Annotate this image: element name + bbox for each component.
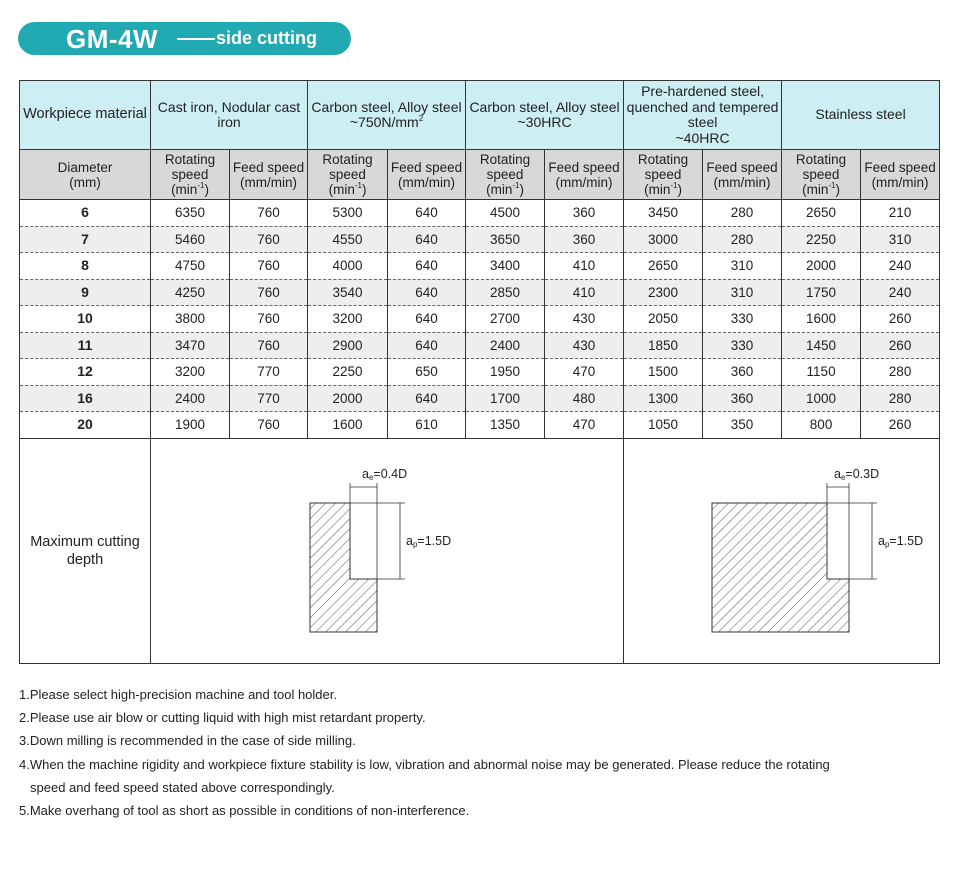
diameter-cell: 6 <box>20 200 151 227</box>
rotating-speed-cell: 800 <box>782 412 861 439</box>
rotating-speed-cell: 2050 <box>624 306 703 333</box>
table-row <box>20 332 940 359</box>
feed-speed-cell: 640 <box>388 332 466 359</box>
rotating-speed-cell: 2400 <box>466 332 545 359</box>
material-header: Carbon steel, Alloy steel ~30HRC <box>466 81 624 150</box>
rotating-speed-cell: 1350 <box>466 412 545 439</box>
cutting-depth-right <box>624 438 940 663</box>
rotating-speed-cell: 3000 <box>624 226 703 253</box>
material-header: Carbon steel, Alloy steel $\sim 750N/mm^2$ <box>308 81 466 150</box>
feed-speed-cell: 760 <box>230 226 308 253</box>
cutting-depth-diagram <box>624 439 939 660</box>
note-line: 5.Make overhang of tool as short as possible in conditions of non-interference. <box>19 803 470 819</box>
note-line: speed and feed speed stated above correspondingly. <box>30 779 335 795</box>
material-header: Pre-hardened steel, quenched and tempered steel ~40HRC <box>624 81 782 150</box>
diameter-header: Diameter (mm) <box>20 150 151 200</box>
rotating-speed-header: Rotating speed $(\min^{-1})$ <box>782 150 861 200</box>
feed-speed-header: Feed speed (mm/min) <box>861 150 940 200</box>
rotating-speed-cell: 4750 <box>151 253 230 280</box>
feed-speed-cell: 310 <box>703 279 782 306</box>
feed-speed-cell: 640 <box>388 226 466 253</box>
feed-speed-cell: 240 <box>861 279 940 306</box>
rotating-speed-cell: 3800 <box>151 306 230 333</box>
cutting-depth-diagram <box>152 439 622 660</box>
diameter-cell: 7 <box>20 226 151 253</box>
feed-speed-cell: 350 <box>703 412 782 439</box>
rotating-speed-cell: 1150 <box>782 359 861 386</box>
feed-speed-cell: 310 <box>703 253 782 280</box>
max-cutting-depth-row <box>20 438 940 663</box>
ae-label: ae=0.4D <box>362 466 408 482</box>
diameter-cell: 12 <box>20 359 151 386</box>
notes-list <box>19 683 939 822</box>
rotating-speed-cell: 1500 <box>624 359 703 386</box>
feed-speed-cell: 640 <box>388 279 466 306</box>
feed-speed-cell: 760 <box>230 279 308 306</box>
rotating-speed-cell: 3400 <box>466 253 545 280</box>
feed-speed-cell: 280 <box>703 200 782 227</box>
rotating-speed-cell: 3540 <box>308 279 388 306</box>
ap-label: ap=1.5D <box>406 533 452 549</box>
table-row <box>20 279 940 306</box>
rotating-speed-cell: 1850 <box>624 332 703 359</box>
feed-speed-cell: 470 <box>545 359 624 386</box>
feed-speed-cell: 770 <box>230 385 308 412</box>
cutting-condition-table <box>19 80 940 664</box>
feed-speed-cell: 760 <box>230 412 308 439</box>
rotating-speed-cell: 1600 <box>308 412 388 439</box>
rotating-speed-cell: 1000 <box>782 385 861 412</box>
material-header-row <box>20 81 940 150</box>
table-row <box>20 306 940 333</box>
feed-speed-cell: 760 <box>230 306 308 333</box>
feed-speed-cell: 360 <box>703 385 782 412</box>
feed-speed-cell: 330 <box>703 306 782 333</box>
feed-speed-cell: 280 <box>703 226 782 253</box>
rotating-speed-cell: 5300 <box>308 200 388 227</box>
feed-speed-cell: 430 <box>545 332 624 359</box>
cutting-depth-left <box>151 438 624 663</box>
diameter-cell: 16 <box>20 385 151 412</box>
rotating-speed-cell: 2000 <box>308 385 388 412</box>
feed-speed-cell: 260 <box>861 412 940 439</box>
note-line: 4.When the machine rigidity and workpiece fixture stability is low, vibration and abnormal noise may be generated. Please reduce the rotating <box>19 756 830 772</box>
title-dash <box>177 38 215 40</box>
feed-speed-cell: 260 <box>861 332 940 359</box>
feed-speed-header: Feed speed (mm/min) <box>545 150 624 200</box>
rotating-speed-cell: 1700 <box>466 385 545 412</box>
table-row <box>20 200 940 227</box>
parameter-header-row <box>20 150 940 200</box>
feed-speed-header: Feed speed (mm/min) <box>703 150 782 200</box>
feed-speed-cell: 330 <box>703 332 782 359</box>
max-cutting-depth-label: Maximum cutting depth <box>20 438 151 663</box>
feed-speed-header: Feed speed (mm/min) <box>230 150 308 200</box>
note-line: 2.Please use air blow or cutting liquid with high mist retardant property. <box>19 710 426 726</box>
table-row <box>20 226 940 253</box>
rotating-speed-cell: 4550 <box>308 226 388 253</box>
feed-speed-cell: 430 <box>545 306 624 333</box>
title-sub: side cutting <box>216 28 318 48</box>
rotating-speed-cell: 3450 <box>624 200 703 227</box>
rotating-speed-cell: 6350 <box>151 200 230 227</box>
rotating-speed-cell: 1050 <box>624 412 703 439</box>
material-header: Stainless steel <box>782 81 940 150</box>
rotating-speed-cell: 5460 <box>151 226 230 253</box>
feed-speed-cell: 640 <box>388 253 466 280</box>
rotating-speed-cell: 2850 <box>466 279 545 306</box>
feed-speed-cell: 650 <box>388 359 466 386</box>
rotating-speed-cell: 2650 <box>782 200 861 227</box>
diameter-cell: 9 <box>20 279 151 306</box>
ap-label: ap=1.5D <box>878 533 924 549</box>
rotating-speed-cell: 2300 <box>624 279 703 306</box>
feed-speed-header: Feed speed (mm/min) <box>388 150 466 200</box>
rotating-speed-cell: 1600 <box>782 306 861 333</box>
diameter-cell: 8 <box>20 253 151 280</box>
feed-speed-cell: 760 <box>230 253 308 280</box>
rotating-speed-cell: 3650 <box>466 226 545 253</box>
rotating-speed-cell: 1300 <box>624 385 703 412</box>
rotating-speed-cell: 2250 <box>782 226 861 253</box>
rotating-speed-cell: 2000 <box>782 253 861 280</box>
rotating-speed-header: Rotating speed $(\min^{-1})$ <box>151 150 230 200</box>
ae-label: ae=0.3D <box>834 466 880 482</box>
rotating-speed-cell: 2900 <box>308 332 388 359</box>
feed-speed-cell: 280 <box>861 359 940 386</box>
feed-speed-cell: 360 <box>545 200 624 227</box>
note-line: 1.Please select high-precision machine and tool holder. <box>19 687 337 702</box>
feed-speed-cell: 640 <box>388 200 466 227</box>
rotating-speed-cell: 3200 <box>151 359 230 386</box>
rotating-speed-cell: 2250 <box>308 359 388 386</box>
title-banner <box>18 22 351 55</box>
rotating-speed-header: Rotating speed $(\min^{-1})$ <box>624 150 703 200</box>
feed-speed-cell: 470 <box>545 412 624 439</box>
feed-speed-cell: 310 <box>861 226 940 253</box>
workpiece-material-header: Workpiece material <box>20 81 151 150</box>
rotating-speed-cell: 2400 <box>151 385 230 412</box>
feed-speed-cell: 210 <box>861 200 940 227</box>
rotating-speed-cell: 3200 <box>308 306 388 333</box>
rotating-speed-cell: 4000 <box>308 253 388 280</box>
feed-speed-cell: 760 <box>230 200 308 227</box>
rotating-speed-cell: 2700 <box>466 306 545 333</box>
rotating-speed-header: Rotating speed $(\min^{-1})$ <box>308 150 388 200</box>
feed-speed-cell: 360 <box>545 226 624 253</box>
rotating-speed-cell: 1750 <box>782 279 861 306</box>
feed-speed-cell: 480 <box>545 385 624 412</box>
workpiece-shape <box>310 503 377 632</box>
feed-speed-cell: 280 <box>861 385 940 412</box>
rotating-speed-cell: 4500 <box>466 200 545 227</box>
feed-speed-cell: 260 <box>861 306 940 333</box>
diameter-cell: 10 <box>20 306 151 333</box>
table-row <box>20 253 940 280</box>
feed-speed-cell: 410 <box>545 279 624 306</box>
material-header: Cast iron, Nodular cast iron <box>151 81 308 150</box>
rotating-speed-cell: 4250 <box>151 279 230 306</box>
table-row <box>20 359 940 386</box>
feed-speed-cell: 640 <box>388 385 466 412</box>
table-row <box>20 412 940 439</box>
diameter-cell: 11 <box>20 332 151 359</box>
rotating-speed-cell: 2650 <box>624 253 703 280</box>
feed-speed-cell: 640 <box>388 306 466 333</box>
rotating-speed-cell: 1450 <box>782 332 861 359</box>
table-row <box>20 385 940 412</box>
diameter-cell: 20 <box>20 412 151 439</box>
rotating-speed-header: Rotating speed $(\min^{-1})$ <box>466 150 545 200</box>
feed-speed-cell: 410 <box>545 253 624 280</box>
feed-speed-cell: 610 <box>388 412 466 439</box>
feed-speed-cell: 240 <box>861 253 940 280</box>
title-main: GM-4W <box>66 24 159 54</box>
note-line: 3.Down milling is recommended in the case of side milling. <box>19 733 356 749</box>
workpiece-shape <box>712 503 849 632</box>
feed-speed-cell: 360 <box>703 359 782 386</box>
feed-speed-cell: 760 <box>230 332 308 359</box>
rotating-speed-cell: 1950 <box>466 359 545 386</box>
feed-speed-cell: 770 <box>230 359 308 386</box>
rotating-speed-cell: 1900 <box>151 412 230 439</box>
rotating-speed-cell: 3470 <box>151 332 230 359</box>
